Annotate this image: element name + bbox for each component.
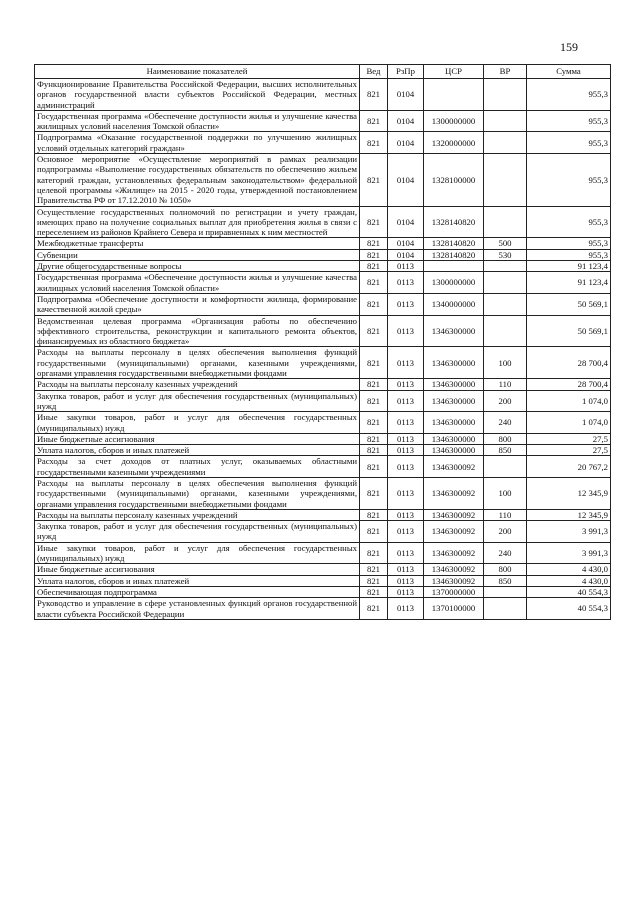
cell-sum: 12 345,9	[527, 477, 611, 509]
cell-rzpr: 0113	[388, 412, 424, 434]
cell-csr: 1346300092	[424, 509, 484, 520]
cell-rzpr: 0104	[388, 154, 424, 206]
cell-vr	[484, 586, 527, 597]
table-row	[35, 238, 611, 249]
cell-vr	[484, 154, 527, 206]
cell-sum: 4 430,0	[527, 575, 611, 586]
cell-name: Расходы на выплаты персоналу казенных учреждений	[35, 509, 360, 520]
cell-ved: 821	[360, 586, 388, 597]
cell-rzpr: 0113	[388, 445, 424, 456]
cell-ved: 821	[360, 206, 388, 238]
cell-rzpr: 0113	[388, 261, 424, 272]
cell-sum: 27,5	[527, 445, 611, 456]
cell-ved: 821	[360, 347, 388, 379]
cell-name: Закупка товаров, работ и услуг для обеспечения государственных (муниципальных) нужд	[35, 521, 360, 543]
column-header-vr: ВР	[484, 65, 527, 79]
cell-csr: 1328140820	[424, 206, 484, 238]
cell-rzpr: 0113	[388, 293, 424, 315]
table-row	[35, 272, 611, 294]
cell-csr: 1346300000	[424, 379, 484, 390]
cell-sum: 20 767,2	[527, 456, 611, 478]
column-header-name: Наименование показателей	[35, 65, 360, 79]
cell-vr: 500	[484, 238, 527, 249]
cell-rzpr: 0113	[388, 521, 424, 543]
table-row	[35, 379, 611, 390]
column-header-rzpr: РзПр	[388, 65, 424, 79]
table-row	[35, 261, 611, 272]
cell-rzpr: 0113	[388, 542, 424, 564]
cell-sum: 40 554,3	[527, 586, 611, 597]
table-row	[35, 456, 611, 478]
cell-rzpr: 0113	[388, 575, 424, 586]
cell-sum: 40 554,3	[527, 598, 611, 620]
cell-ved: 821	[360, 477, 388, 509]
cell-name: Руководство и управление в сфере установленных функций органов государственной власти субъекта Российской Федерации	[35, 598, 360, 620]
table-row	[35, 509, 611, 520]
cell-csr: 1328140820	[424, 249, 484, 260]
cell-csr: 1300000000	[424, 110, 484, 132]
table-row	[35, 110, 611, 132]
cell-rzpr: 0113	[388, 379, 424, 390]
cell-csr	[424, 261, 484, 272]
cell-csr: 1346300092	[424, 477, 484, 509]
cell-name: Другие общегосударственные вопросы	[35, 261, 360, 272]
cell-vr: 200	[484, 521, 527, 543]
cell-ved: 821	[360, 249, 388, 260]
cell-name: Ведомственная целевая программа «Организация работы по обеспечению эффективного строительства, реконструкции и капитального ремонта объектов, финансируемых из областного бюджета»	[35, 315, 360, 347]
cell-sum: 1 074,0	[527, 390, 611, 412]
cell-csr: 1346300000	[424, 390, 484, 412]
cell-name: Межбюджетные трансферты	[35, 238, 360, 249]
cell-ved: 821	[360, 132, 388, 154]
cell-csr: 1346300092	[424, 542, 484, 564]
cell-sum: 955,3	[527, 132, 611, 154]
cell-sum: 12 345,9	[527, 509, 611, 520]
table-row	[35, 347, 611, 379]
table-row	[35, 249, 611, 260]
table-row	[35, 132, 611, 154]
cell-sum: 28 700,4	[527, 347, 611, 379]
cell-csr: 1346300000	[424, 412, 484, 434]
cell-csr: 1346300000	[424, 347, 484, 379]
cell-name: Иные бюджетные ассигнования	[35, 564, 360, 575]
table-row	[35, 412, 611, 434]
cell-sum: 50 569,1	[527, 293, 611, 315]
cell-sum: 1 074,0	[527, 412, 611, 434]
cell-name: Подпрограмма «Обеспечение доступности и комфортности жилища, формирование качественной жилой среды»	[35, 293, 360, 315]
cell-rzpr: 0104	[388, 132, 424, 154]
cell-name: Расходы за счет доходов от платных услуг, оказываемых областными государственными казенными учреждениями	[35, 456, 360, 478]
cell-vr: 200	[484, 390, 527, 412]
cell-name: Уплата налогов, сборов и иных платежей	[35, 575, 360, 586]
cell-csr: 1370000000	[424, 586, 484, 597]
cell-name: Закупка товаров, работ и услуг для обеспечения государственных (муниципальных) нужд	[35, 390, 360, 412]
cell-vr	[484, 261, 527, 272]
table-row	[35, 79, 611, 111]
cell-vr	[484, 110, 527, 132]
table-row	[35, 477, 611, 509]
table-body	[35, 79, 611, 620]
cell-vr	[484, 293, 527, 315]
cell-vr: 530	[484, 249, 527, 260]
cell-name: Функционирование Правительства Российской Федерации, высших исполнительных органов государственной власти субъектов Российской Федерации, местных администраций	[35, 79, 360, 111]
cell-rzpr: 0104	[388, 249, 424, 260]
cell-name: Подпрограмма «Оказание государственной поддержки по улучшению жилищных условий отдельных категорий граждан»	[35, 132, 360, 154]
cell-vr: 800	[484, 564, 527, 575]
cell-vr: 100	[484, 477, 527, 509]
budget-table	[34, 64, 611, 620]
cell-ved: 821	[360, 542, 388, 564]
cell-sum: 955,3	[527, 238, 611, 249]
cell-csr: 1346300000	[424, 433, 484, 444]
cell-csr	[424, 79, 484, 111]
cell-vr	[484, 315, 527, 347]
table-row	[35, 575, 611, 586]
table-row	[35, 542, 611, 564]
cell-csr: 1328100000	[424, 154, 484, 206]
cell-vr: 110	[484, 379, 527, 390]
cell-csr: 1340000000	[424, 293, 484, 315]
cell-vr: 110	[484, 509, 527, 520]
cell-name: Обеспечивающая подпрограмма	[35, 586, 360, 597]
cell-vr	[484, 272, 527, 294]
cell-name: Государственная программа «Обеспечение доступности жилья и улучшение качества жилищных условий населения Томской области»	[35, 272, 360, 294]
cell-name: Уплата налогов, сборов и иных платежей	[35, 445, 360, 456]
table-row	[35, 154, 611, 206]
cell-vr: 850	[484, 445, 527, 456]
table-row	[35, 586, 611, 597]
cell-vr	[484, 206, 527, 238]
cell-rzpr: 0104	[388, 110, 424, 132]
cell-csr: 1346300092	[424, 575, 484, 586]
cell-name: Иные закупки товаров, работ и услуг для обеспечения государственных (муниципальных) нужд	[35, 542, 360, 564]
cell-name: Расходы на выплаты персоналу казенных учреждений	[35, 379, 360, 390]
cell-ved: 821	[360, 509, 388, 520]
table-row	[35, 564, 611, 575]
column-header-sum: Сумма	[527, 65, 611, 79]
cell-sum: 91 123,4	[527, 261, 611, 272]
cell-ved: 821	[360, 521, 388, 543]
cell-vr: 800	[484, 433, 527, 444]
table-row	[35, 206, 611, 238]
table-row	[35, 598, 611, 620]
cell-ved: 821	[360, 379, 388, 390]
cell-name: Осуществление государственных полномочий по регистрации и учету граждан, имеющих право на получение социальных выплат для приобретения жилья в связи с переселением из районов Крайнего Севера и приравненных к ним местностей	[35, 206, 360, 238]
cell-rzpr: 0113	[388, 315, 424, 347]
cell-ved: 821	[360, 445, 388, 456]
cell-ved: 821	[360, 293, 388, 315]
cell-rzpr: 0104	[388, 238, 424, 249]
cell-rzpr: 0113	[388, 586, 424, 597]
cell-vr	[484, 456, 527, 478]
cell-sum: 27,5	[527, 433, 611, 444]
cell-rzpr: 0113	[388, 477, 424, 509]
cell-ved: 821	[360, 412, 388, 434]
cell-ved: 821	[360, 238, 388, 249]
cell-ved: 821	[360, 598, 388, 620]
cell-ved: 821	[360, 110, 388, 132]
table-row	[35, 315, 611, 347]
cell-csr: 1346300000	[424, 445, 484, 456]
cell-rzpr: 0113	[388, 564, 424, 575]
cell-sum: 955,3	[527, 154, 611, 206]
cell-vr: 850	[484, 575, 527, 586]
cell-ved: 821	[360, 154, 388, 206]
cell-ved: 821	[360, 456, 388, 478]
cell-name: Основное мероприятие «Осуществление мероприятий в рамках реализации подпрограммы «Выполнение государственных обязательств по обеспечению жильем категорий граждан, установленных федеральным законодательством» федеральной целевой программы «Жилище» на 2015 - 2020 годы, утвержденной постановлением Правительства РФ от 17.12.2010 № 1050»	[35, 154, 360, 206]
cell-vr: 100	[484, 347, 527, 379]
cell-sum: 955,3	[527, 206, 611, 238]
cell-ved: 821	[360, 564, 388, 575]
cell-csr: 1346300092	[424, 456, 484, 478]
cell-sum: 91 123,4	[527, 272, 611, 294]
cell-rzpr: 0113	[388, 347, 424, 379]
cell-rzpr: 0113	[388, 433, 424, 444]
cell-sum: 3 991,3	[527, 521, 611, 543]
cell-name: Государственная программа «Обеспечение доступности жилья и улучшение качества жилищных условий населения Томской области»	[35, 110, 360, 132]
cell-sum: 955,3	[527, 79, 611, 111]
cell-ved: 821	[360, 433, 388, 444]
table-header-row	[35, 65, 611, 79]
table-row	[35, 390, 611, 412]
cell-rzpr: 0113	[388, 509, 424, 520]
cell-rzpr: 0113	[388, 456, 424, 478]
page-number: 159	[560, 40, 578, 54]
cell-csr: 1370100000	[424, 598, 484, 620]
cell-ved: 821	[360, 272, 388, 294]
cell-vr: 240	[484, 542, 527, 564]
cell-sum: 50 569,1	[527, 315, 611, 347]
table-row	[35, 433, 611, 444]
cell-sum: 4 430,0	[527, 564, 611, 575]
cell-name: Расходы на выплаты персоналу в целях обеспечения выполнения функций государственными (муниципальными) органами, казенными учреждениями, органами управления государственными внебюджетными фондами	[35, 477, 360, 509]
table-row	[35, 445, 611, 456]
cell-rzpr: 0113	[388, 598, 424, 620]
cell-name: Субвенции	[35, 249, 360, 260]
cell-sum: 955,3	[527, 249, 611, 260]
cell-rzpr: 0104	[388, 79, 424, 111]
cell-sum: 28 700,4	[527, 379, 611, 390]
cell-sum: 955,3	[527, 110, 611, 132]
column-header-csr: ЦСР	[424, 65, 484, 79]
cell-name: Иные закупки товаров, работ и услуг для обеспечения государственных (муниципальных) нужд	[35, 412, 360, 434]
cell-ved: 821	[360, 315, 388, 347]
column-header-ved: Вед	[360, 65, 388, 79]
cell-name: Расходы на выплаты персоналу в целях обеспечения выполнения функций государственными (муниципальными) органами, казенными учреждениями, органами управления государственными внебюджетными фондами	[35, 347, 360, 379]
cell-csr: 1320000000	[424, 132, 484, 154]
cell-csr: 1346300092	[424, 521, 484, 543]
table-row	[35, 521, 611, 543]
cell-vr	[484, 79, 527, 111]
cell-vr: 240	[484, 412, 527, 434]
cell-ved: 821	[360, 575, 388, 586]
cell-rzpr: 0113	[388, 272, 424, 294]
cell-ved: 821	[360, 261, 388, 272]
cell-csr: 1328140820	[424, 238, 484, 249]
cell-ved: 821	[360, 79, 388, 111]
cell-csr: 1300000000	[424, 272, 484, 294]
cell-ved: 821	[360, 390, 388, 412]
cell-sum: 3 991,3	[527, 542, 611, 564]
table-row	[35, 293, 611, 315]
cell-vr	[484, 598, 527, 620]
cell-rzpr: 0113	[388, 390, 424, 412]
cell-rzpr: 0104	[388, 206, 424, 238]
cell-csr: 1346300000	[424, 315, 484, 347]
cell-name: Иные бюджетные ассигнования	[35, 433, 360, 444]
cell-csr: 1346300092	[424, 564, 484, 575]
cell-vr	[484, 132, 527, 154]
